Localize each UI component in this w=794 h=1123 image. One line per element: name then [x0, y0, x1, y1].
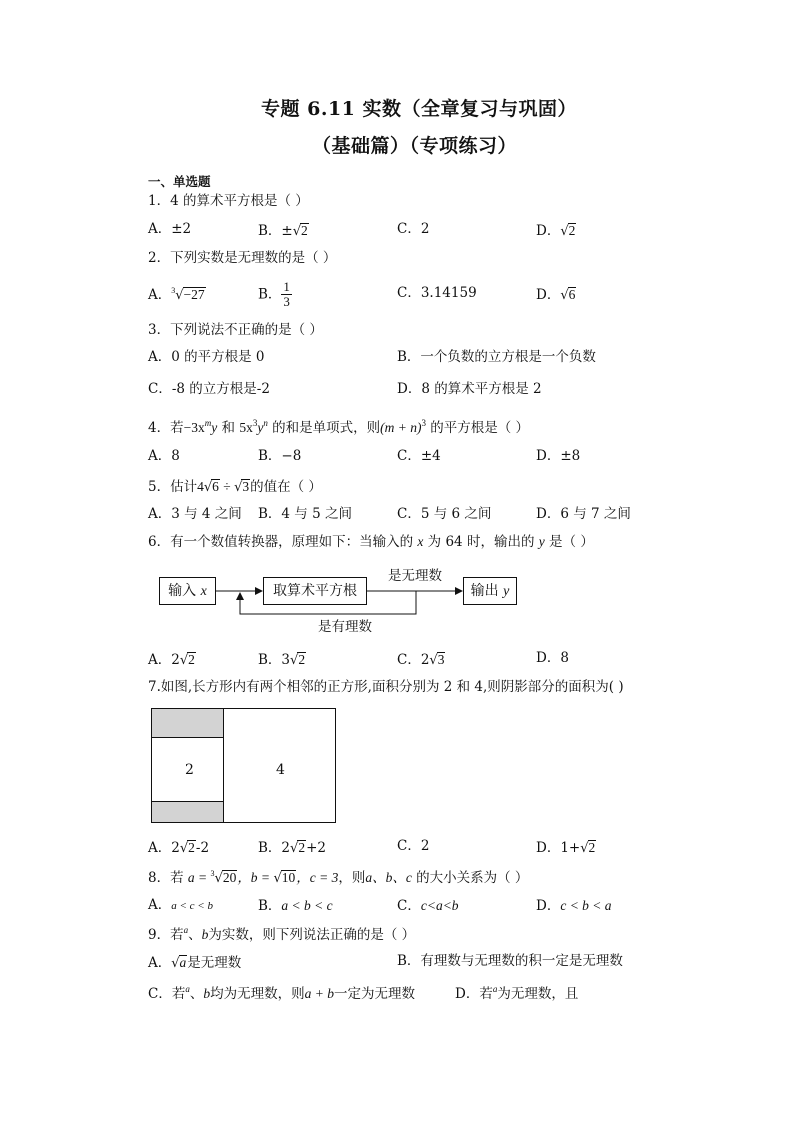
question-4-stem: 4．若$-3x^my$ 和 $5x^3y^n$ 的和是单项式，则$(m + n)^3$ 的平方根是（ ） [148, 418, 530, 436]
shaded-region-bottom [152, 801, 223, 822]
q6-option-a: A．2√2 [148, 652, 195, 668]
q1-option-b: B．±√2 [258, 223, 308, 239]
question-1-stem: 1．4 的算术平方根是（ ） [148, 193, 309, 209]
q5-option-a: A．3 与 4 之间 [148, 506, 242, 522]
q7-option-a: A．2√2-2 [148, 840, 210, 856]
page-title: 专题 6.11 实数（全章复习与巩固） [261, 98, 578, 120]
arrow-loop-back [240, 591, 416, 614]
q7-option-c: C．2 [397, 838, 430, 854]
q5-option-b: B．4 与 5 之间 [258, 506, 352, 522]
flow-label-rational: 是有理数 [318, 619, 372, 635]
q6-option-d: D．8 [536, 650, 569, 666]
q6-option-b: B．3√2 [258, 652, 306, 668]
q3-option-c: C．-8 的立方根是-2 [148, 381, 270, 397]
q8-option-a: A．a < c < b [148, 897, 213, 913]
flow-label-irrational: 是无理数 [388, 568, 442, 584]
q8-option-b: B．a < b < c [258, 898, 333, 914]
q2-option-c: C．3.14159 [397, 285, 477, 301]
question-8-stem: 8．若 a = $^3$√20，b = √10，c = 3，则a、b、c 的大小关系为（ ） [148, 869, 529, 886]
question-9-stem: 9．若$^a$、b为实数，则下列说法正确的是（ ） [148, 925, 416, 943]
page-subtitle: （基础篇）（专项练习） [312, 135, 518, 157]
q2-option-a: A．$^3$√−27 [148, 286, 205, 303]
q1-option-d: D．√2 [536, 223, 576, 239]
question-2-stem: 2．下列实数是无理数的是（ ） [148, 250, 337, 266]
q3-option-a: A．0 的平方根是 0 [148, 349, 265, 365]
q9-option-d: D．若$^a$为无理数，且 [455, 984, 579, 1002]
q3-option-b: B．一个负数的立方根是一个负数 [397, 349, 596, 365]
flow-process-box: 取算术平方根 [263, 577, 367, 605]
question-3-stem: 3．下列说法不正确的是（ ） [148, 322, 323, 338]
question-7-stem: 7.如图,长方形内有两个相邻的正方形,面积分别为 2 和 4,则阴影部分的面积为( ) [148, 679, 624, 695]
q1-option-c: C．2 [397, 221, 430, 237]
question-6-stem: 6．有一个数值转换器，原理如下：当输入的 x 为 64 时，输出的 y 是（ ） [148, 534, 594, 550]
q4-option-a: A．8 [148, 448, 180, 464]
q5-option-d: D．6 与 7 之间 [536, 506, 631, 522]
q2-option-d: D．√6 [536, 287, 576, 303]
q1-option-a: A．±2 [148, 221, 192, 237]
q4-option-b: B．−8 [258, 448, 302, 464]
small-square-label: 2 [185, 762, 194, 778]
section-heading: 一、单选题 [148, 174, 211, 189]
question-5-stem: 5．估计4√6 ÷ √3的值在（ ） [148, 479, 322, 495]
q8-option-c: C．c<a<b [397, 898, 459, 914]
q3-option-d: D．8 的算术平方根是 2 [397, 381, 542, 397]
q7-option-d: D．1+√2 [536, 840, 596, 856]
shaded-region-top [152, 709, 223, 738]
q6-option-c: C．2√3 [397, 652, 445, 668]
q9-option-c: C．若$^a$、b均为无理数，则a + b一定为无理数 [148, 984, 415, 1002]
q4-option-d: D．±8 [536, 448, 581, 464]
q7-option-b: B．2√2+2 [258, 840, 326, 856]
flow-input-box: 输入 x [159, 577, 216, 605]
large-square-label: 4 [276, 762, 285, 778]
rectangle-figure [151, 708, 336, 823]
flow-output-box: 输出 y [463, 577, 517, 605]
q9-option-a: A．√a是无理数 [148, 955, 242, 971]
q8-option-d: D．c < b < a [536, 898, 612, 914]
square-divider [223, 709, 224, 822]
q4-option-c: C．±4 [397, 448, 441, 464]
q2-option-b: B． $\frac{1}{3}$ [258, 279, 290, 310]
q5-option-c: C．5 与 6 之间 [397, 506, 492, 522]
q9-option-b: B．有理数与无理数的积一定是无理数 [397, 953, 623, 969]
